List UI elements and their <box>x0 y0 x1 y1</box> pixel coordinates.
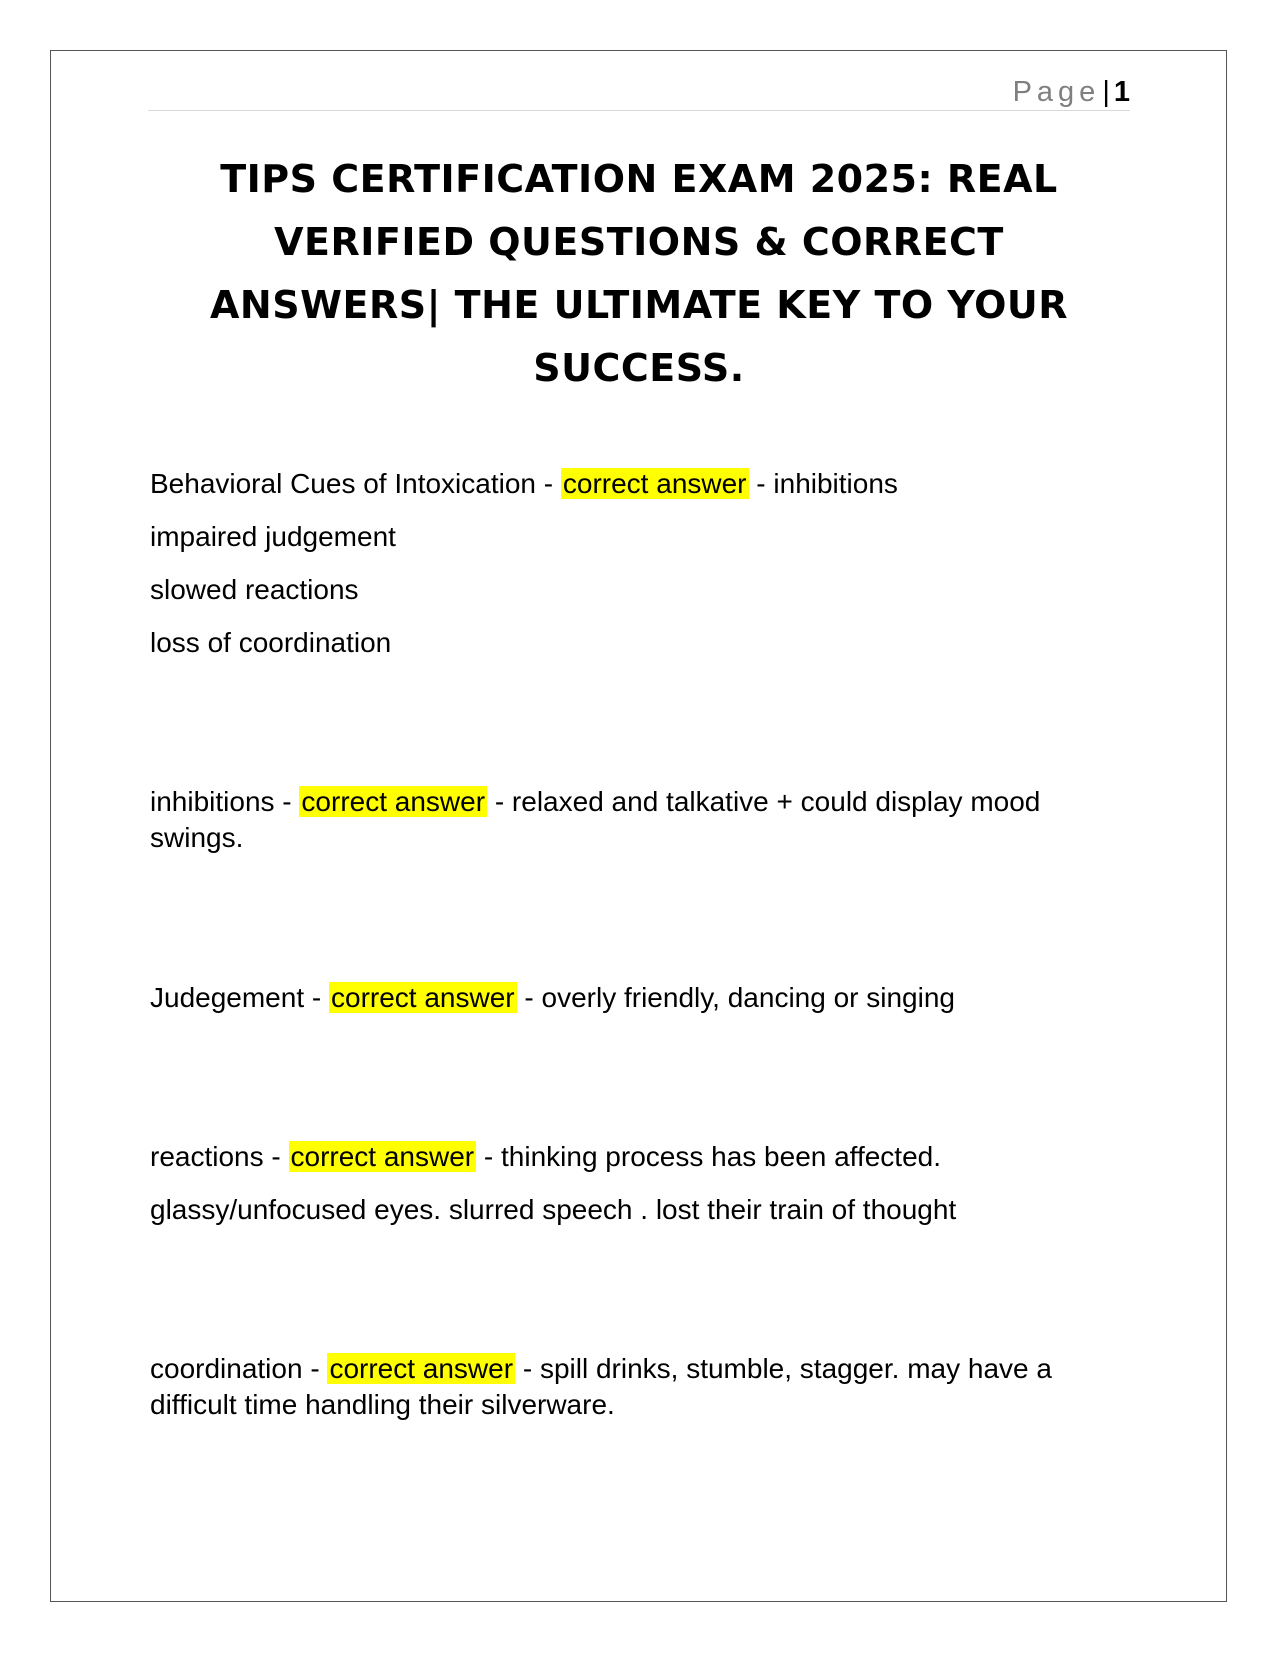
page-label: Page <box>1012 76 1101 108</box>
qa-entry-coordination <box>150 1351 1110 1423</box>
page-separator: | <box>1102 76 1110 108</box>
page-number: 1 <box>1113 76 1130 108</box>
qa-answer: - spill drinks, stumble, stagger. may have a difficult time handling their silverware. <box>150 1353 1052 1420</box>
correct-answer-marker: correct answer <box>301 786 486 817</box>
qa-extra-line: loss of coordination <box>150 627 392 658</box>
qa-term: Behavioral Cues of Intoxication - <box>150 468 554 499</box>
qa-term: reactions - <box>150 1141 281 1172</box>
correct-answer-marker: correct answer <box>562 468 747 499</box>
qa-term: inhibitions - <box>150 786 292 817</box>
qa-term: coordination - <box>150 1353 320 1384</box>
document-title <box>148 148 1130 400</box>
qa-answer: - relaxed and talkative + could display mood swings. <box>150 786 1041 853</box>
qa-extra-line: glassy/unfocused eyes. slurred speech . lost their train of thought <box>150 1194 957 1225</box>
qa-line <box>150 1139 1110 1175</box>
qa-entry-inhibitions <box>150 784 1110 856</box>
qa-line <box>150 466 1110 502</box>
correct-answer-marker: correct answer <box>331 982 515 1013</box>
qa-entry-behavioral-cues <box>150 466 1110 661</box>
page-header <box>148 72 1130 111</box>
qa-entry-judegement <box>150 980 1110 1016</box>
qa-extra-line: impaired judgement <box>150 521 396 552</box>
title-line: TIPS CERTIFICATION EXAM 2025: REAL <box>220 157 1058 201</box>
title-line: VERIFIED QUESTIONS & CORRECT <box>274 220 1004 264</box>
qa-answer: - overly friendly, dancing or singing <box>524 982 955 1013</box>
correct-answer-marker: correct answer <box>290 1141 475 1172</box>
title-line: SUCCESS. <box>533 346 745 390</box>
qa-term: Judegement - <box>150 982 322 1013</box>
qa-entry-reactions <box>150 1139 1110 1228</box>
correct-answer-marker: correct answer <box>329 1353 514 1384</box>
qa-answer: - inhibitions <box>756 468 898 499</box>
qa-answer: - thinking process has been affected. <box>483 1141 942 1172</box>
title-line: ANSWERS| THE ULTIMATE KEY TO YOUR <box>209 283 1068 327</box>
qa-extra-line: slowed reactions <box>150 574 359 605</box>
